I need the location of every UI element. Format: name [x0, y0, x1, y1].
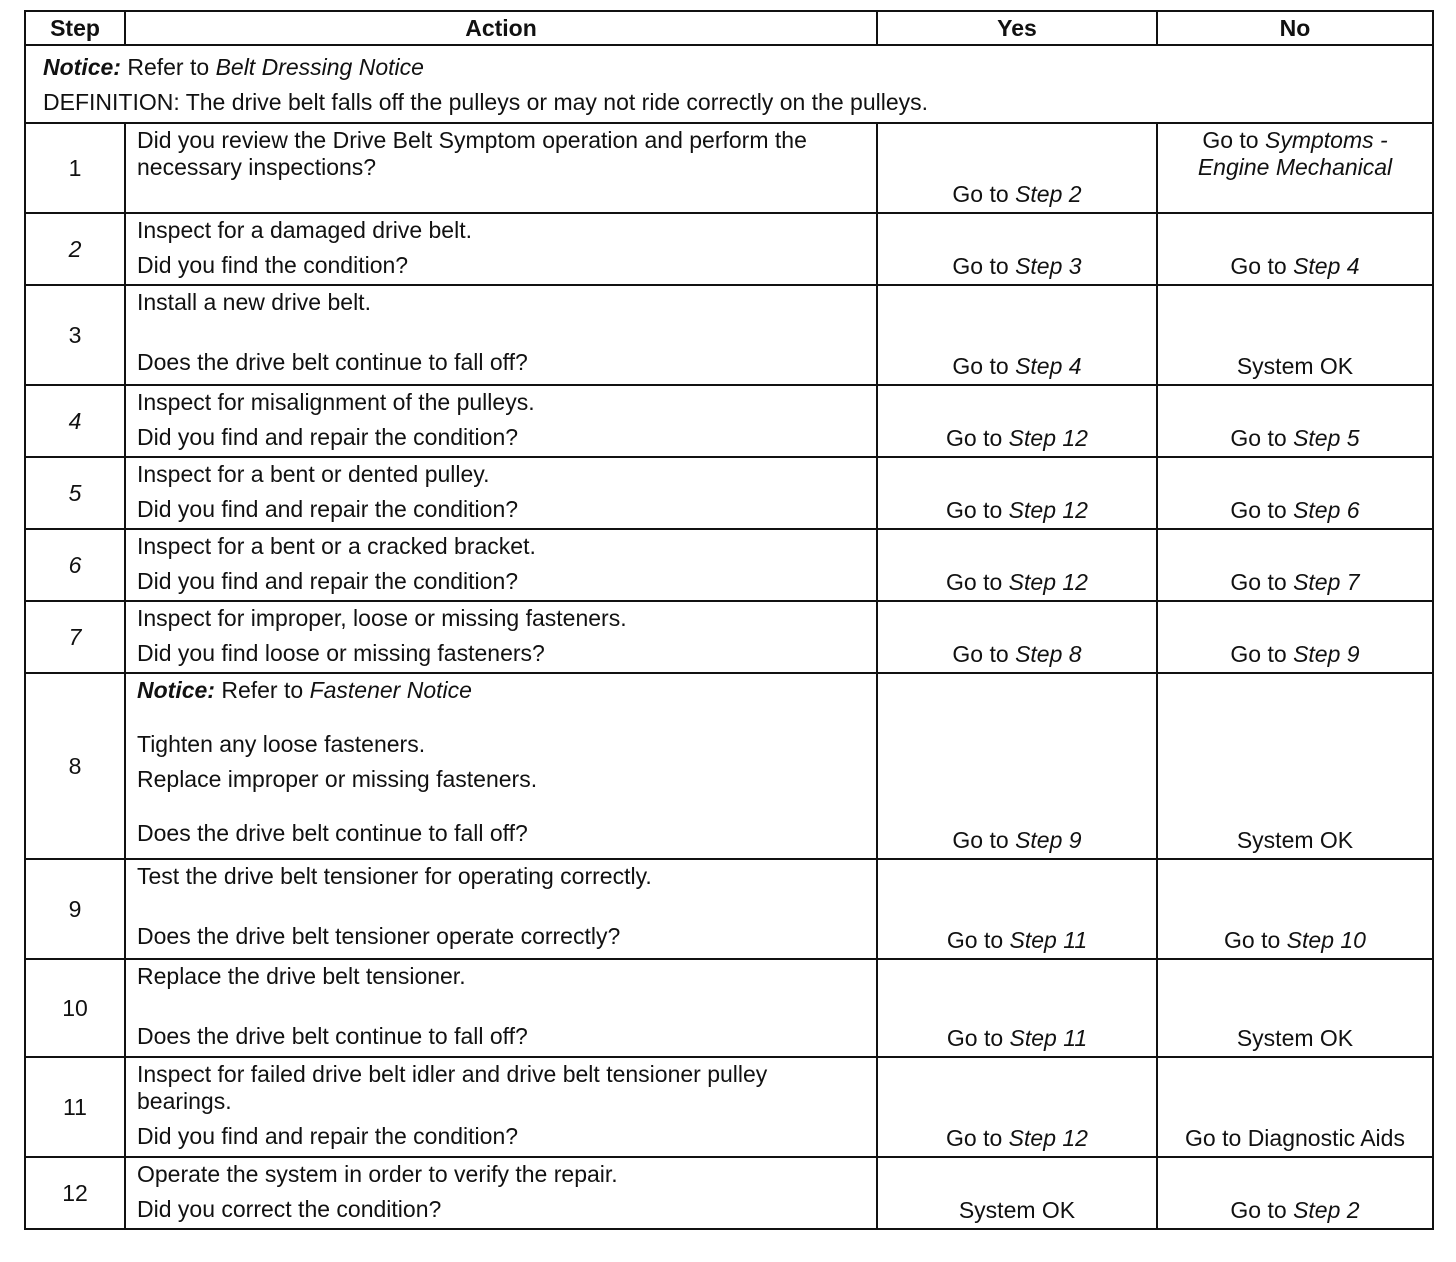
step-number: 2 [25, 213, 125, 285]
yes-prefix: Go to [946, 1024, 1004, 1051]
action-line: Did you find and repair the condition? [137, 424, 519, 451]
header-row [25, 11, 1433, 45]
action-line: Tighten any loose fasteners. [137, 731, 426, 758]
action-line: Inspect for failed drive belt idler and drive belt tensioner pulley [137, 1061, 768, 1087]
action-cell [125, 285, 877, 385]
notice-ref: Fastener Notice [309, 677, 472, 703]
notice-cell [25, 45, 1433, 123]
action-line: Did you find and repair the condition? [137, 568, 519, 595]
table-row [25, 601, 1433, 673]
action-line: Install a new drive belt. [137, 289, 371, 315]
action-line: Inspect for a bent or a cracked bracket. [137, 533, 536, 559]
notice-label: Notice: [137, 677, 215, 703]
yes-step-link: Step 9 [1015, 826, 1082, 853]
yes-step-link: Step 2 [1015, 180, 1082, 207]
yes-step-link: Step 4 [1015, 352, 1082, 379]
no-step-link: Step 10 [1286, 926, 1366, 953]
yes-cell: System OK [877, 1157, 1157, 1229]
yes-cell [877, 123, 1157, 213]
step-number: 3 [25, 285, 125, 385]
step-number: 7 [25, 601, 125, 673]
table-row [25, 123, 1433, 213]
no-prefix: Go to [1224, 926, 1281, 953]
no-ref-symptoms: Symptoms - [1264, 127, 1388, 153]
notice-text: Refer to [221, 677, 304, 703]
step-number: 12 [25, 1157, 125, 1229]
action-line: Inspect for a bent or dented pulley. [137, 461, 490, 487]
action-line: Did you find and repair the condition? [137, 496, 519, 523]
action-line: Inspect for improper, loose or missing fasteners. [137, 605, 627, 631]
action-line: Did you review the Drive Belt Symptom operation and perform the [137, 127, 807, 153]
action-cell [125, 859, 877, 959]
action-line: Replace the drive belt tensioner. [137, 963, 466, 989]
action-cell [125, 959, 877, 1057]
action-cell [125, 601, 877, 673]
no-cell [1157, 213, 1433, 285]
no-prefix: Go to [1230, 568, 1287, 595]
yes-step-link: Step 11 [1009, 1024, 1088, 1051]
yes-prefix: Go to [946, 1124, 1003, 1151]
yes-cell [877, 601, 1157, 673]
yes-cell [877, 1057, 1157, 1157]
no-step-link: Step 6 [1293, 496, 1360, 523]
header-no: No [1157, 11, 1433, 45]
no-prefix: Go to [1230, 424, 1287, 451]
no-step-link: Step 9 [1293, 640, 1360, 667]
action-line: Inspect for a damaged drive belt. [137, 217, 472, 243]
yes-prefix: Go to [952, 826, 1009, 853]
action-cell [125, 1157, 877, 1229]
no-cell [1157, 1157, 1433, 1229]
notice-ref: Belt Dressing Notice [215, 54, 424, 80]
yes-prefix: Go to [952, 252, 1009, 279]
action-cell [125, 529, 877, 601]
step-number: 4 [25, 385, 125, 457]
yes-cell [877, 213, 1157, 285]
action-cell [125, 385, 877, 457]
yes-prefix: Go to [946, 424, 1003, 451]
action-line: Did you find and repair the condition? [137, 1123, 519, 1150]
action-line: Replace improper or missing fasteners. [137, 766, 538, 793]
notice-text: Refer to [127, 54, 210, 80]
yes-step-link: Step 12 [1008, 424, 1088, 451]
action-cell [125, 123, 877, 213]
no-prefix: Go to [1230, 640, 1287, 667]
header-step: Step [25, 11, 125, 45]
table-row [25, 285, 1433, 385]
diagnostic-table [24, 10, 1434, 1230]
step-number: 11 [25, 1057, 125, 1157]
table-row [25, 1157, 1433, 1229]
action-cell [125, 1057, 877, 1157]
action-cell [125, 457, 877, 529]
yes-cell [877, 959, 1157, 1057]
yes-step-link: Step 12 [1008, 1124, 1088, 1151]
yes-cell [877, 529, 1157, 601]
no-cell [1157, 529, 1433, 601]
no-cell: System OK [1157, 673, 1433, 859]
step-number: 5 [25, 457, 125, 529]
yes-prefix: Go to [952, 352, 1009, 379]
yes-cell [877, 457, 1157, 529]
yes-prefix: Go to [952, 180, 1009, 207]
yes-prefix: Go to [946, 568, 1003, 595]
no-cell [1157, 385, 1433, 457]
action-line: Does the drive belt continue to fall off? [137, 349, 528, 376]
no-step-link: Step 2 [1293, 1196, 1360, 1223]
notice-row [25, 45, 1433, 123]
action-line: Does the drive belt tensioner operate correctly? [137, 923, 621, 950]
action-cell [125, 673, 877, 859]
yes-cell [877, 285, 1157, 385]
step-number: 10 [25, 959, 125, 1057]
no-step-link: Step 4 [1293, 252, 1360, 279]
yes-cell [877, 859, 1157, 959]
no-cell [1157, 601, 1433, 673]
table-row [25, 529, 1433, 601]
yes-step-link: Step 11 [1009, 926, 1088, 953]
header-yes: Yes [877, 11, 1157, 45]
action-line: Did you find loose or missing fasteners? [137, 640, 545, 667]
no-step-link: Step 7 [1293, 568, 1360, 595]
action-line: Inspect for misalignment of the pulleys. [137, 389, 535, 415]
step-number: 8 [25, 673, 125, 859]
table-row [25, 673, 1433, 859]
no-cell [1157, 123, 1433, 213]
no-cell: System OK [1157, 285, 1433, 385]
yes-step-link: Step 3 [1015, 252, 1082, 279]
action-line: bearings. [137, 1088, 232, 1115]
no-cell: Go to Diagnostic Aids [1157, 1057, 1433, 1157]
yes-step-link: Step 12 [1008, 496, 1088, 523]
action-line: Does the drive belt continue to fall off? [137, 1023, 528, 1050]
no-prefix: Go to [1230, 1196, 1287, 1223]
notice-label: Notice: [43, 54, 121, 80]
action-line: Did you correct the condition? [137, 1196, 442, 1223]
yes-prefix: Go to [946, 926, 1004, 953]
step-number: 6 [25, 529, 125, 601]
no-prefix: Go to [1230, 496, 1287, 523]
table-row [25, 1057, 1433, 1157]
yes-step-link: Step 12 [1008, 568, 1088, 595]
yes-prefix: Go to [946, 496, 1003, 523]
action-line: Test the drive belt tensioner for operating correctly. [137, 863, 652, 889]
yes-cell [877, 673, 1157, 859]
action-line: Does the drive belt continue to fall off? [137, 820, 528, 847]
table-row [25, 959, 1433, 1057]
step-number: 1 [25, 123, 125, 213]
action-line: Did you find the condition? [137, 252, 409, 279]
table-row [25, 385, 1433, 457]
action-line: necessary inspections? [137, 154, 377, 181]
no-ref-engine-mechanical: Engine Mechanical [1197, 154, 1393, 181]
table-row [25, 213, 1433, 285]
no-cell [1157, 457, 1433, 529]
table-row [25, 457, 1433, 529]
yes-step-link: Step 8 [1015, 640, 1082, 667]
no-prefix: Go to [1202, 127, 1259, 153]
no-cell [1157, 859, 1433, 959]
action-line: Operate the system in order to verify the repair. [137, 1161, 618, 1187]
table-row [25, 859, 1433, 959]
yes-cell [877, 385, 1157, 457]
no-prefix: Go to [1230, 252, 1287, 279]
yes-prefix: Go to [952, 640, 1009, 667]
step-number: 9 [25, 859, 125, 959]
action-cell [125, 213, 877, 285]
header-action: Action [125, 11, 877, 45]
no-step-link: Step 5 [1293, 424, 1360, 451]
definition-text: DEFINITION: The drive belt falls off the pulleys or may not ride correctly on the pulleys. [43, 88, 929, 115]
no-cell: System OK [1157, 959, 1433, 1057]
